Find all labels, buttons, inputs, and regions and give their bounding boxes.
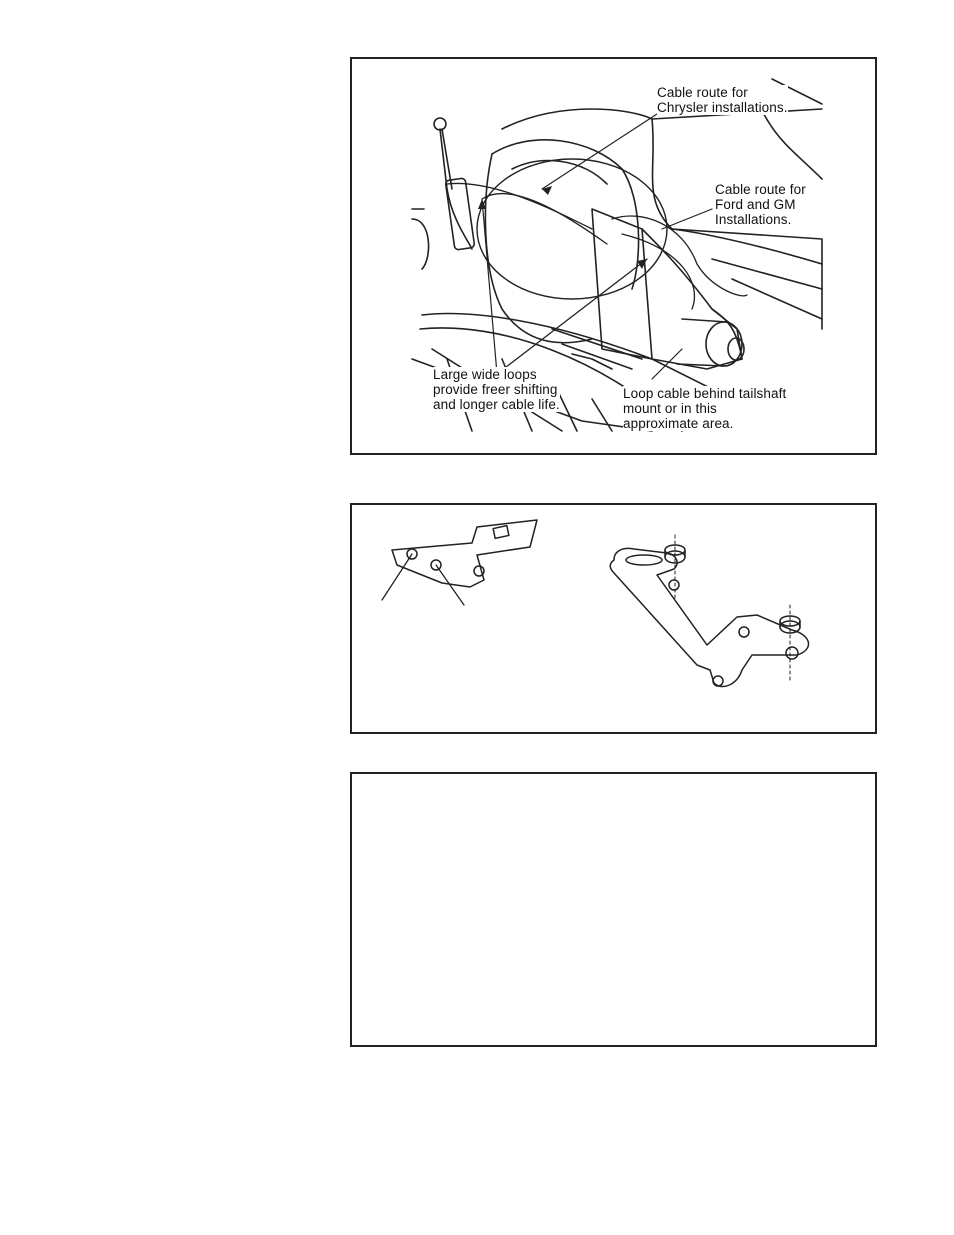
bracket-figure xyxy=(350,503,877,734)
callout-ford-gm-route: Cable route for Ford and GM Installations. xyxy=(715,182,806,227)
callout-loop-behind-tailshaft: Loop cable behind tailshaft mount or in this approximate area. xyxy=(623,386,787,431)
callout-wide-loops: Large wide loops provide freer shifting and longer cable life. xyxy=(433,367,560,412)
transmission-illustration xyxy=(352,59,875,453)
cable-routing-figure xyxy=(350,57,877,455)
large-bracket xyxy=(610,535,808,687)
callout-chrysler-route: Cable route for Chrysler installations. xyxy=(657,85,788,115)
bracket-illustrations xyxy=(352,505,875,732)
empty-figure-box xyxy=(350,772,877,1047)
small-bracket xyxy=(392,520,537,587)
